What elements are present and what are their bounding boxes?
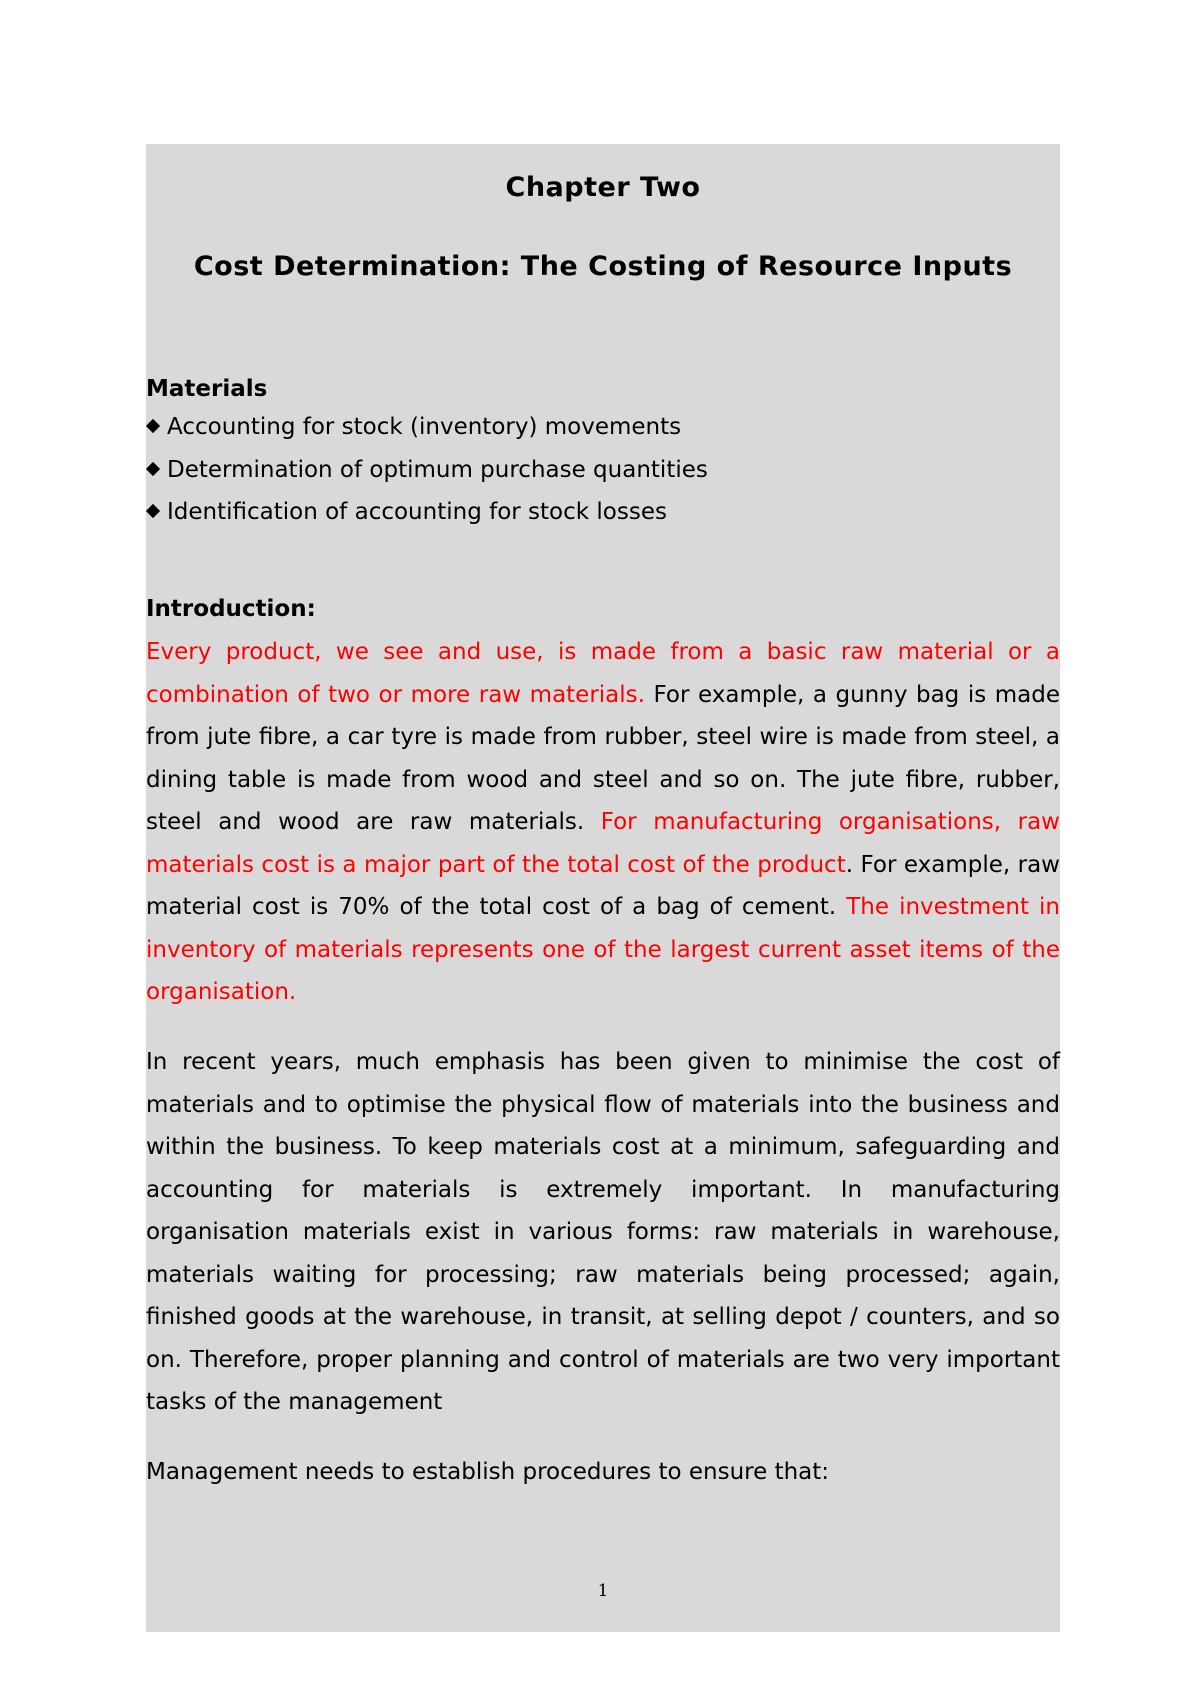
diamond-bullet-icon [146, 419, 160, 433]
introduction-paragraph-1 [146, 631, 1060, 1014]
chapter-title: Chapter Two [505, 172, 701, 203]
diamond-bullet-icon [146, 461, 160, 475]
highlighted-text: The investment in inventory of materials represents one of the largest current asset items of the organisation. [146, 894, 1061, 1005]
page-box [146, 144, 1060, 1632]
document-title: Cost Determination: The Costing of Resource Inputs [193, 251, 1013, 282]
list-item [146, 449, 708, 492]
materials-list [146, 406, 708, 534]
list-item-text: Identification of accounting for stock losses [167, 499, 667, 525]
list-item-text: Determination of optimum purchase quantities [167, 456, 708, 483]
list-item [146, 406, 708, 449]
introduction-paragraph-2: In recent years, much emphasis has been given to minimise the cost of materials and to optimise the physical flow of materials into the business and within the business. To keep materials cost at a minimum, safeguarding and accounting for materials is extremely important. In manufacturing organisation materials exist in various forms: raw materials in warehouse, materials waiting for processing; raw materials being processed; again, finished goods at the warehouse, in transit, at selling depot / counters, and so on. Therefore, proper planning and control of materials are two very important tasks of the management [146, 1049, 1060, 1415]
list-item-text: Accounting for stock (inventory) movements [167, 414, 682, 440]
highlighted-text: Every product, we see and use, is made from a basic raw material or a combination of two or more raw materials. [146, 639, 1060, 708]
page-number: 1 [597, 1581, 609, 1601]
introduction-heading: Introduction: [146, 596, 316, 622]
materials-heading: Materials [146, 376, 268, 402]
highlighted-text: For manufacturing organisations, raw materials cost is a major part of the total cost of the product [146, 809, 1060, 878]
list-item [146, 491, 708, 534]
body-text: . For example, raw material cost is 70% of the total cost of a bag of cement. [146, 851, 1060, 920]
diamond-bullet-icon [146, 504, 160, 518]
introduction-paragraph-3: Management needs to establish procedures to ensure that: [146, 1459, 830, 1485]
body-text: For example, a gunny bag is made from jute fibre, a car tyre is made from rubber, steel wire is made from steel, a dining table is made from wood and steel and so on. The jute fibre, rubber, steel and wood are raw materials. [146, 681, 1061, 835]
